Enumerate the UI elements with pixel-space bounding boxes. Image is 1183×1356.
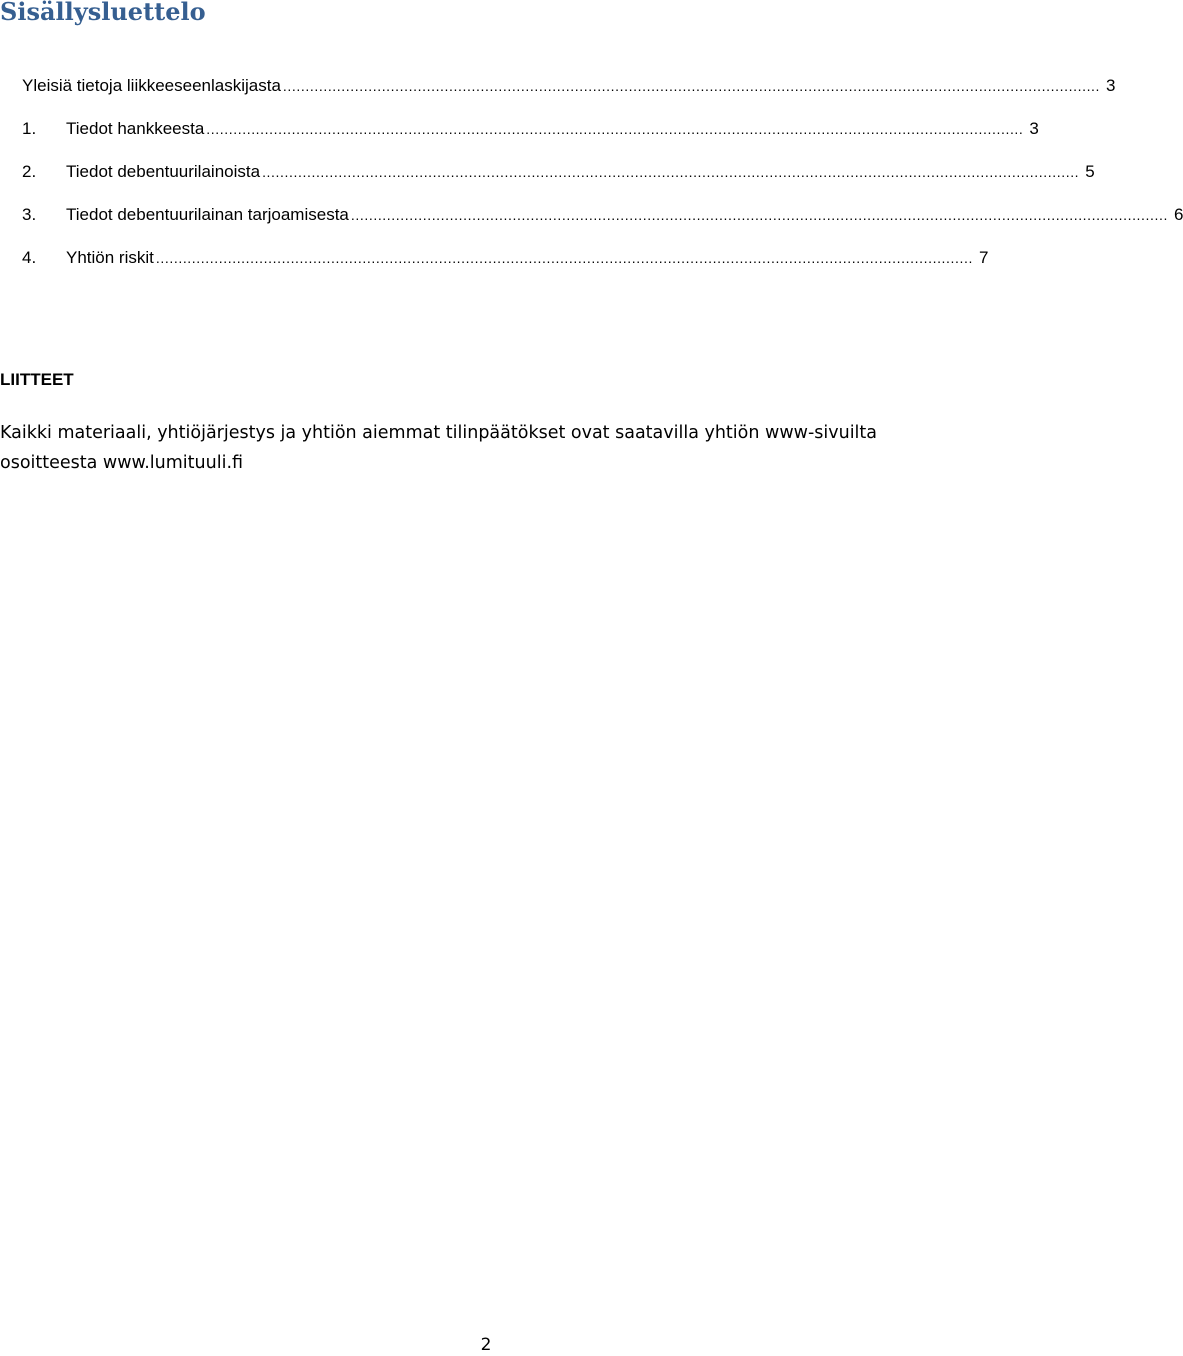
toc-page-number: 6 bbox=[1174, 205, 1183, 224]
toc-leader-dots: ...................................................................................................................................................................................... bbox=[282, 78, 1101, 94]
toc-entry-number: 4. bbox=[22, 248, 37, 267]
toc-entry-line bbox=[66, 246, 989, 270]
toc-entry-line bbox=[66, 203, 1183, 227]
toc-page-number: 5 bbox=[1085, 162, 1095, 181]
toc-page-number: 7 bbox=[979, 248, 989, 267]
toc-entry-number: 3. bbox=[22, 205, 37, 224]
toc-entry-label: Yhtiön riskit bbox=[66, 248, 154, 267]
toc-title: Sisällysluettelo bbox=[0, 0, 206, 26]
table-of-contents bbox=[0, 74, 1183, 289]
toc-entry-line bbox=[66, 117, 1039, 141]
page-number: 2 bbox=[480, 1335, 492, 1355]
toc-entry-number: 2. bbox=[22, 162, 37, 181]
toc-leader-dots: ...................................................................................................................................................................................... bbox=[155, 250, 973, 266]
toc-leader-dots: ...................................................................................................................................................................................... bbox=[206, 121, 1024, 137]
toc-leader-dots: ...................................................................................................................................................................................... bbox=[350, 207, 1168, 223]
appendix-text: Kaikki materiaali, yhtiöjärjestys ja yhtiön aiemmat tilinpäätökset ovat saatavilla yhtiön www-sivuilta osoitteesta www.lumituuli.fi bbox=[0, 423, 877, 473]
toc-entry-2[interactable] bbox=[0, 160, 1095, 183]
toc-entry-label: Tiedot hankkeesta bbox=[66, 119, 205, 138]
toc-entry-intro[interactable] bbox=[0, 74, 1116, 97]
toc-entry-1[interactable] bbox=[0, 117, 1039, 140]
toc-entry-number: 1. bbox=[22, 119, 37, 138]
toc-leader-dots: ...................................................................................................................................................................................... bbox=[262, 164, 1080, 180]
toc-entry-3[interactable] bbox=[0, 203, 1183, 226]
toc-entry-label: Tiedot debentuurilainoista bbox=[66, 162, 261, 181]
appendix-heading: LIITTEET bbox=[0, 370, 74, 389]
toc-entry-label: Tiedot debentuurilainan tarjoamisesta bbox=[66, 205, 349, 224]
toc-entry-line bbox=[22, 74, 1116, 98]
toc-entry-line bbox=[66, 160, 1095, 184]
toc-entry-label: Yleisiä tietoja liikkeeseenlaskijasta bbox=[22, 76, 281, 95]
toc-page-number: 3 bbox=[1106, 76, 1116, 95]
toc-entry-4[interactable] bbox=[0, 246, 989, 269]
toc-page-number: 3 bbox=[1029, 119, 1039, 138]
